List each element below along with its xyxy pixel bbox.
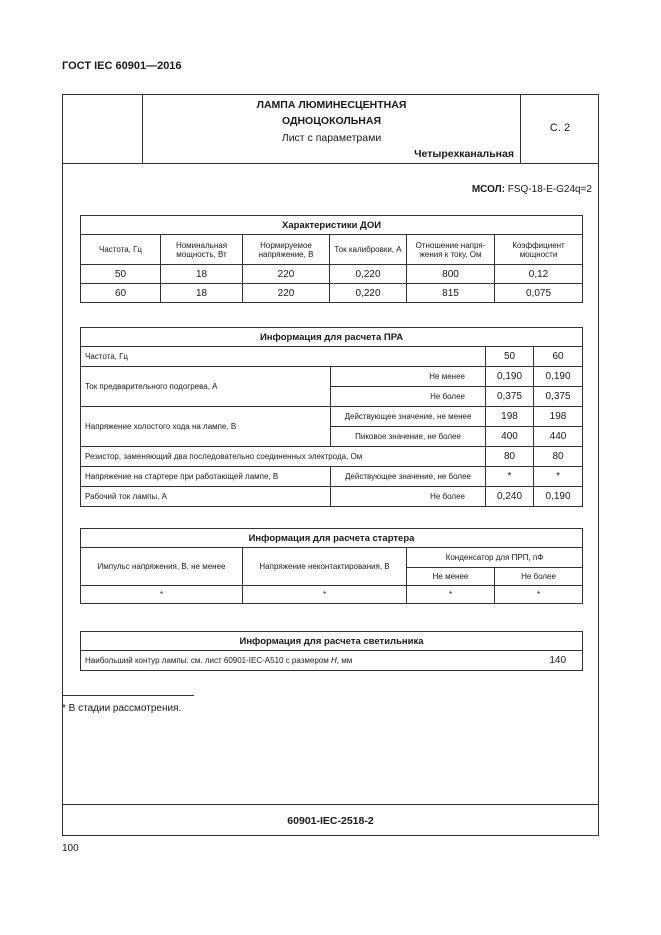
starter-cell: * <box>243 586 407 604</box>
luminaire-row-label <box>81 651 501 671</box>
freq-50: 50 <box>486 347 534 367</box>
luminaire-row-var: H <box>330 656 337 665</box>
sheet-page: С. 2 <box>549 122 571 134</box>
resistor-60: 80 <box>534 447 583 467</box>
doi-cell: 0,075 <box>495 284 583 303</box>
ocv-label: Напряжение холостого хода на лампе, В <box>81 407 331 447</box>
footer-divider <box>62 804 599 805</box>
work-current-sub: Не более <box>331 487 486 507</box>
starter-voltage-sub: Действующее значение, не более <box>331 467 486 487</box>
msol-value: FSQ-18-E-G24q=2 <box>507 184 592 195</box>
starter-cell: * <box>407 586 495 604</box>
freq-60: 60 <box>534 347 583 367</box>
table-row <box>81 407 583 427</box>
doi-table <box>80 215 583 303</box>
doi-cell: 0,220 <box>330 265 407 284</box>
preheat-max-60: 0,375 <box>534 387 583 407</box>
starter-table <box>80 528 583 604</box>
work-current-60: 0,190 <box>534 487 583 507</box>
footnote: * В стадии рассмотрения. <box>62 703 182 714</box>
table-row <box>81 347 583 367</box>
starter-cell: * <box>81 586 243 604</box>
work-current-label: Рабочий ток лампы, А <box>81 487 331 507</box>
preheat-max-label: Не более <box>331 387 486 407</box>
starter-voltage-label: Напряжение на стартере при работающей лампе, В <box>81 467 331 487</box>
doi-cell: 0,12 <box>495 265 583 284</box>
table-row <box>81 651 583 671</box>
table-row <box>81 284 583 303</box>
luminaire-caption: Информация для расчета светильника <box>81 632 583 651</box>
standard-code: ГОСТ IEC 60901—2016 <box>62 60 182 72</box>
table-row <box>81 265 583 284</box>
doi-col-header: Частота, Гц <box>81 235 161 265</box>
sheet-title-line2: ОДНОЦОКОЛЬНАЯ <box>281 115 382 127</box>
preheat-max-50: 0,375 <box>486 387 534 407</box>
table-row <box>81 467 583 487</box>
starter-voltage-50: * <box>486 467 534 487</box>
luminaire-table <box>80 631 583 671</box>
doi-cell: 50 <box>81 265 161 284</box>
preheat-label: Ток предварительного подогрева, А <box>81 367 331 407</box>
luminaire-row-suffix: , мм <box>336 656 353 665</box>
doi-col-header: Ток калибровки, А <box>330 235 407 265</box>
preheat-min-60: 0,190 <box>534 367 583 387</box>
doi-cell: 60 <box>81 284 161 303</box>
doi-col-header: Нормируемое напряжение, В <box>243 235 330 265</box>
doi-cell: 800 <box>407 265 495 284</box>
ocv-peak-label: Пиковое значение, не более <box>331 427 486 447</box>
luminaire-row-prefix: Наибольший контур лампы: см. лист 60901-IEC-A510 с размером <box>85 656 329 665</box>
capacitor-min-header: Не менее <box>407 568 495 586</box>
doi-col-header: Отношение напря-жения к току, Ом <box>407 235 495 265</box>
table-row <box>81 586 583 604</box>
table-row <box>81 487 583 507</box>
msol-label: МСОЛ: <box>471 184 505 195</box>
pulse-voltage-header: Импульс напряжения, В, не менее <box>81 548 243 586</box>
doi-cell: 815 <box>407 284 495 303</box>
doi-cell: 220 <box>243 284 330 303</box>
doi-cell: 0,220 <box>330 284 407 303</box>
starter-cell: * <box>495 586 583 604</box>
ocv-peak-50: 400 <box>486 427 534 447</box>
page-number: 100 <box>62 843 79 854</box>
resistor-label: Резистор, заменяющий два последовательно соединенных электрода, Ом <box>81 447 486 467</box>
ocv-rms-label: Действующее значение, не менее <box>331 407 486 427</box>
doi-cell: 18 <box>161 284 243 303</box>
noncontact-voltage-header: Напряжение неконтактирования, В <box>243 548 407 586</box>
luminaire-row-value: 140 <box>501 651 583 671</box>
ocv-rms-60: 198 <box>534 407 583 427</box>
doi-col-header: Коэффициент мощности <box>495 235 583 265</box>
ballast-table <box>80 327 583 507</box>
doi-cell: 220 <box>243 265 330 284</box>
starter-caption: Информация для расчета стартера <box>81 529 583 548</box>
preheat-min-label: Не менее <box>331 367 486 387</box>
sheet-subtitle: Лист с параметрами <box>281 132 382 144</box>
msol-designation <box>300 184 592 195</box>
sheet-number: 60901-IEC-2518-2 <box>287 815 374 827</box>
sheet-title-line1: ЛАМПА ЛЮМИНЕСЦЕНТНАЯ <box>256 99 407 111</box>
ocv-peak-60: 440 <box>534 427 583 447</box>
capacitor-header: Конденсатор для ПРП, пФ <box>407 548 583 568</box>
ocv-rms-50: 198 <box>486 407 534 427</box>
resistor-50: 80 <box>486 447 534 467</box>
footnote-divider <box>62 695 194 696</box>
lamp-type: Четырехканальная <box>414 148 514 160</box>
ballast-caption: Информация для расчета ПРА <box>81 328 583 347</box>
preheat-min-50: 0,190 <box>486 367 534 387</box>
doi-caption: Характеристики ДОИ <box>81 216 583 235</box>
doi-col-header: Номинальная мощность, Вт <box>161 235 243 265</box>
work-current-50: 0,240 <box>486 487 534 507</box>
starter-voltage-60: * <box>534 467 583 487</box>
doi-cell: 18 <box>161 265 243 284</box>
table-row <box>81 367 583 387</box>
capacitor-max-header: Не более <box>495 568 583 586</box>
freq-label: Частота, Гц <box>81 347 486 367</box>
table-row <box>81 447 583 467</box>
